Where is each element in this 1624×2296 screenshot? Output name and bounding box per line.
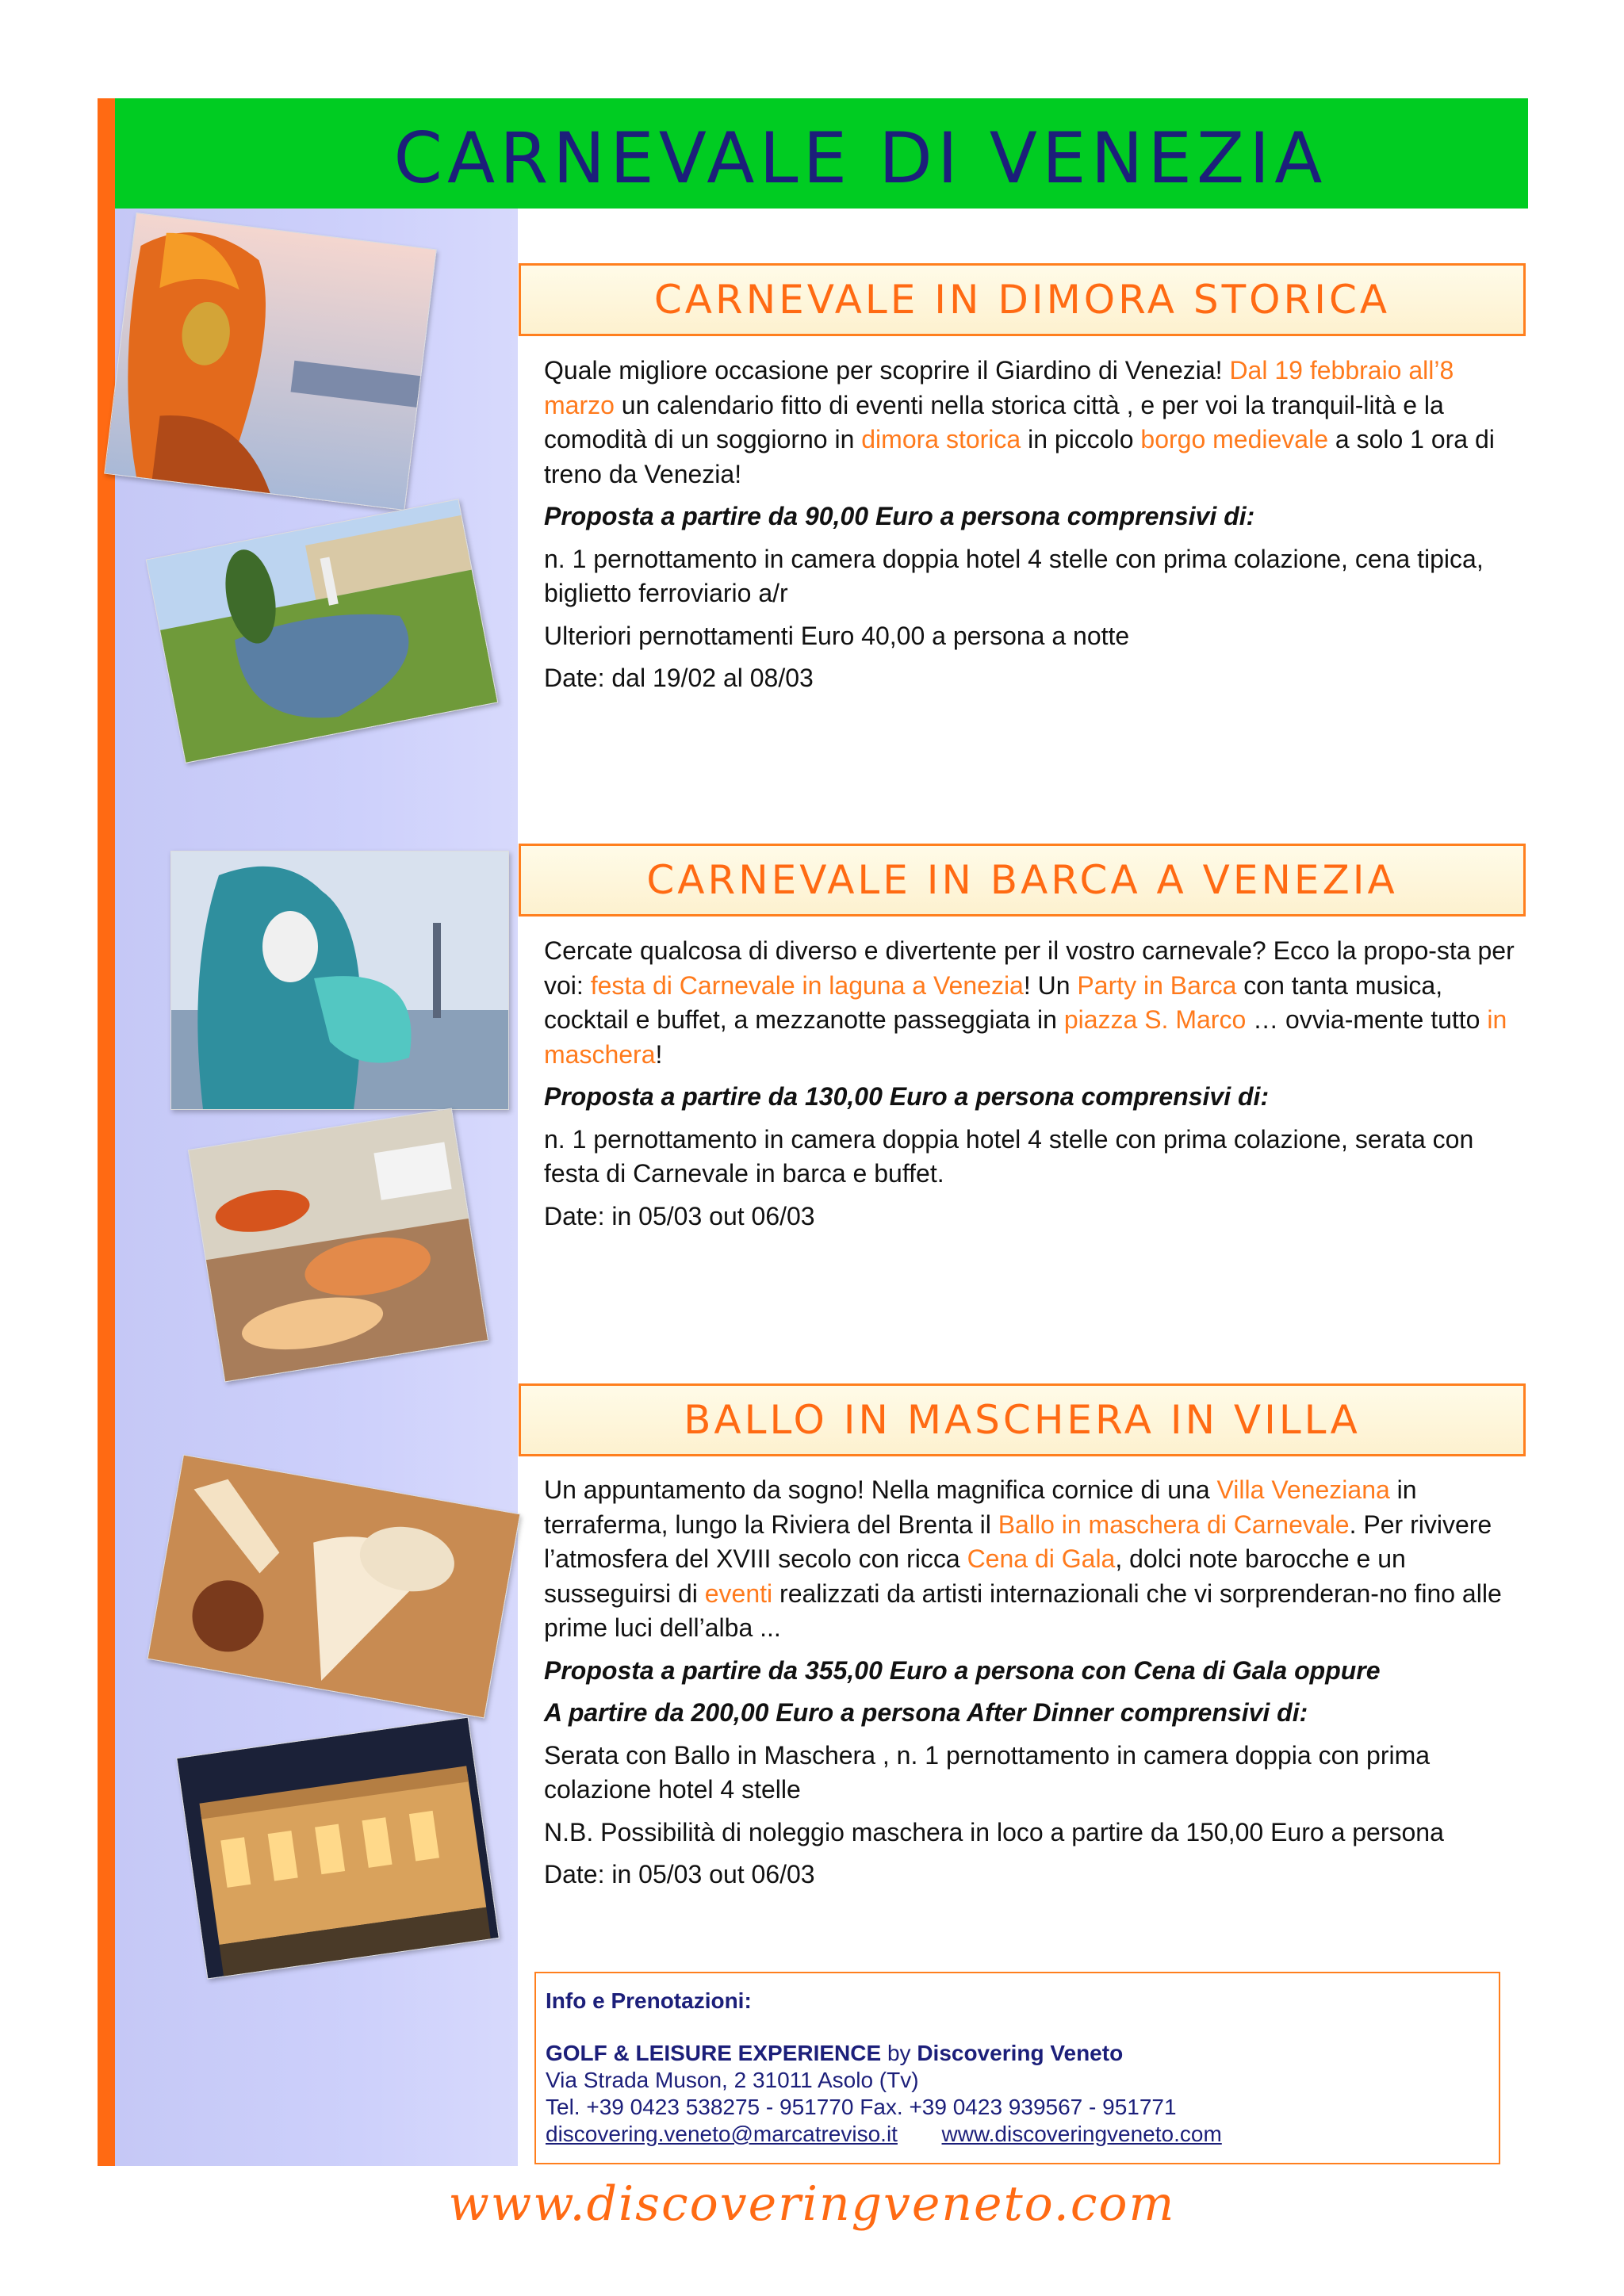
section-body-barca-venezia — [544, 934, 1524, 1242]
date-line: Date: in 05/03 out 06/03 — [544, 1860, 815, 1888]
date-line: Date: dal 19/02 al 08/03 — [544, 664, 814, 692]
intro-text: ! — [655, 1039, 663, 1069]
company-org: Discovering Veneto — [917, 2041, 1124, 2065]
highlight-text: Dal 19 febbraio all’8 marzo — [544, 356, 1454, 419]
highlight-text: in maschera — [544, 1005, 1507, 1069]
photo-villa-night — [176, 1716, 500, 1979]
highlight-text: festa di Carnevale in laguna a Venezia — [590, 970, 1024, 1000]
section-header-dimora-storica — [519, 263, 1526, 336]
offer-line: Proposta a partire da 355,00 Euro a persona con Cena di Gala oppure — [544, 1655, 1381, 1685]
offer-line: Proposta a partire da 90,00 Euro a persona comprensivi di: — [544, 502, 1255, 530]
section-body-dimora-storica — [544, 354, 1524, 704]
highlight-text: Villa Veneziana — [1216, 1475, 1390, 1504]
section-intro — [544, 354, 1524, 492]
section-title: BALLO IN MASCHERA IN VILLA — [684, 1397, 1361, 1443]
section-intro — [544, 934, 1524, 1072]
section-title: CARNEVALE IN DIMORA STORICA — [653, 277, 1391, 323]
intro-text: Quale migliore occasione per scoprire il Giardino di Venezia! — [544, 356, 1230, 385]
intro-text: Un appuntamento da sogno! Nella magnifica cornice di una — [544, 1475, 1217, 1504]
photo-carnival-mask-orange — [104, 212, 437, 511]
offer-line: Proposta a partire da 130,00 Euro a persona comprensivi di: — [544, 1082, 1270, 1111]
email-link[interactable]: discovering.veneto@marcatreviso.it — [546, 2122, 898, 2146]
intro-text: . Per rivivere l’atmosfera del XVIII secolo con ricca — [544, 1510, 1492, 1573]
company-name: GOLF & LEISURE EXPERIENCE — [546, 2041, 882, 2065]
offer-line-2: A partire da 200,00 Euro a persona After Dinner comprensivi di: — [544, 1698, 1308, 1727]
detail-line: Ulteriori pernottamenti Euro 40,00 a persona a notte — [544, 621, 1130, 650]
intro-text: ! Un — [1023, 970, 1078, 1000]
company-line — [546, 2040, 1489, 2067]
detail-line: n. 1 pernottamento in camera doppia hotel 4 stelle con prima colazione, serata con festa di Carnevale in barca e buffet. — [544, 1124, 1474, 1188]
detail-line: N.B. Possibilità di noleggio maschera in loco a partire da 150,00 Euro a persona — [544, 1817, 1444, 1846]
intro-text: a solo 1 ora di treno da Venezia! — [544, 425, 1495, 488]
info-heading: Info e Prenotazioni: — [546, 1988, 752, 2013]
section-intro — [544, 1473, 1524, 1646]
highlight-text: piazza S. Marco — [1063, 1005, 1247, 1034]
info-box — [534, 1972, 1500, 2164]
highlight-text: dimora storica — [861, 425, 1021, 453]
highlight-text: borgo medievale — [1140, 425, 1328, 453]
section-header-barca-venezia — [519, 844, 1526, 916]
intro-text: realizzati da artisti internazionali che vi sorprenderan-no fino alle prime luci dell’alba ... — [544, 1578, 1502, 1642]
photo-carnival-mask-blue — [170, 851, 509, 1110]
intro-text: con tanta musica, cocktail e buffet, a mezzanotte passeggiata in — [544, 970, 1443, 1034]
website-link[interactable]: www.discoveringveneto.com — [941, 2122, 1222, 2146]
highlight-text: Cena di Gala — [967, 1544, 1116, 1573]
detail-line: n. 1 pernottamento in camera doppia hotel 4 stelle con prima colazione, cena tipica, biglietto ferroviario a/r — [544, 544, 1484, 607]
intro-text: in piccolo — [1021, 425, 1141, 453]
intro-text: Cercate qualcosa di diverso e divertente per il vostro carnevale? Ecco la propo-sta per voi: — [544, 936, 1515, 1000]
footer-website[interactable]: www.discoveringveneto.com — [448, 2176, 1176, 2232]
section-body-ballo-maschera — [544, 1473, 1524, 1900]
page-title: CARNEVALE DI VENEZIA — [393, 117, 1327, 199]
photo-buffet — [188, 1108, 488, 1382]
highlight-text: Ballo in maschera di Carnevale — [998, 1510, 1350, 1539]
highlight-text: eventi — [704, 1578, 773, 1608]
highlight-text: Party in Barca — [1077, 970, 1237, 1000]
phone-line: Tel. +39 0423 538275 - 951770 Fax. +39 0423 939567 - 951771 — [546, 2095, 1177, 2119]
intro-text: in terraferma, lungo la Riviera del Brenta il — [544, 1475, 1417, 1539]
company-by: by — [881, 2041, 917, 2065]
intro-text: un calendario fitto di eventi nella storica città , e per voi la tranquil-lità e la comodità di un soggiorno in — [544, 390, 1444, 453]
section-header-ballo-maschera — [519, 1383, 1526, 1456]
date-line: Date: in 05/03 out 06/03 — [544, 1201, 815, 1230]
intro-text: … ovvia-mente tutto — [1246, 1005, 1488, 1034]
detail-line: Serata con Ballo in Maschera , n. 1 pernottamento in camera doppia con prima colazione hotel 4 stelle — [544, 1740, 1431, 1804]
address-line: Via Strada Muson, 2 31011 Asolo (Tv) — [546, 2068, 919, 2092]
contact-links — [546, 2121, 1489, 2148]
intro-text: , dolci note barocche e un susseguirsi di — [544, 1544, 1406, 1608]
section-title: CARNEVALE IN BARCA A VENEZIA — [646, 857, 1398, 903]
